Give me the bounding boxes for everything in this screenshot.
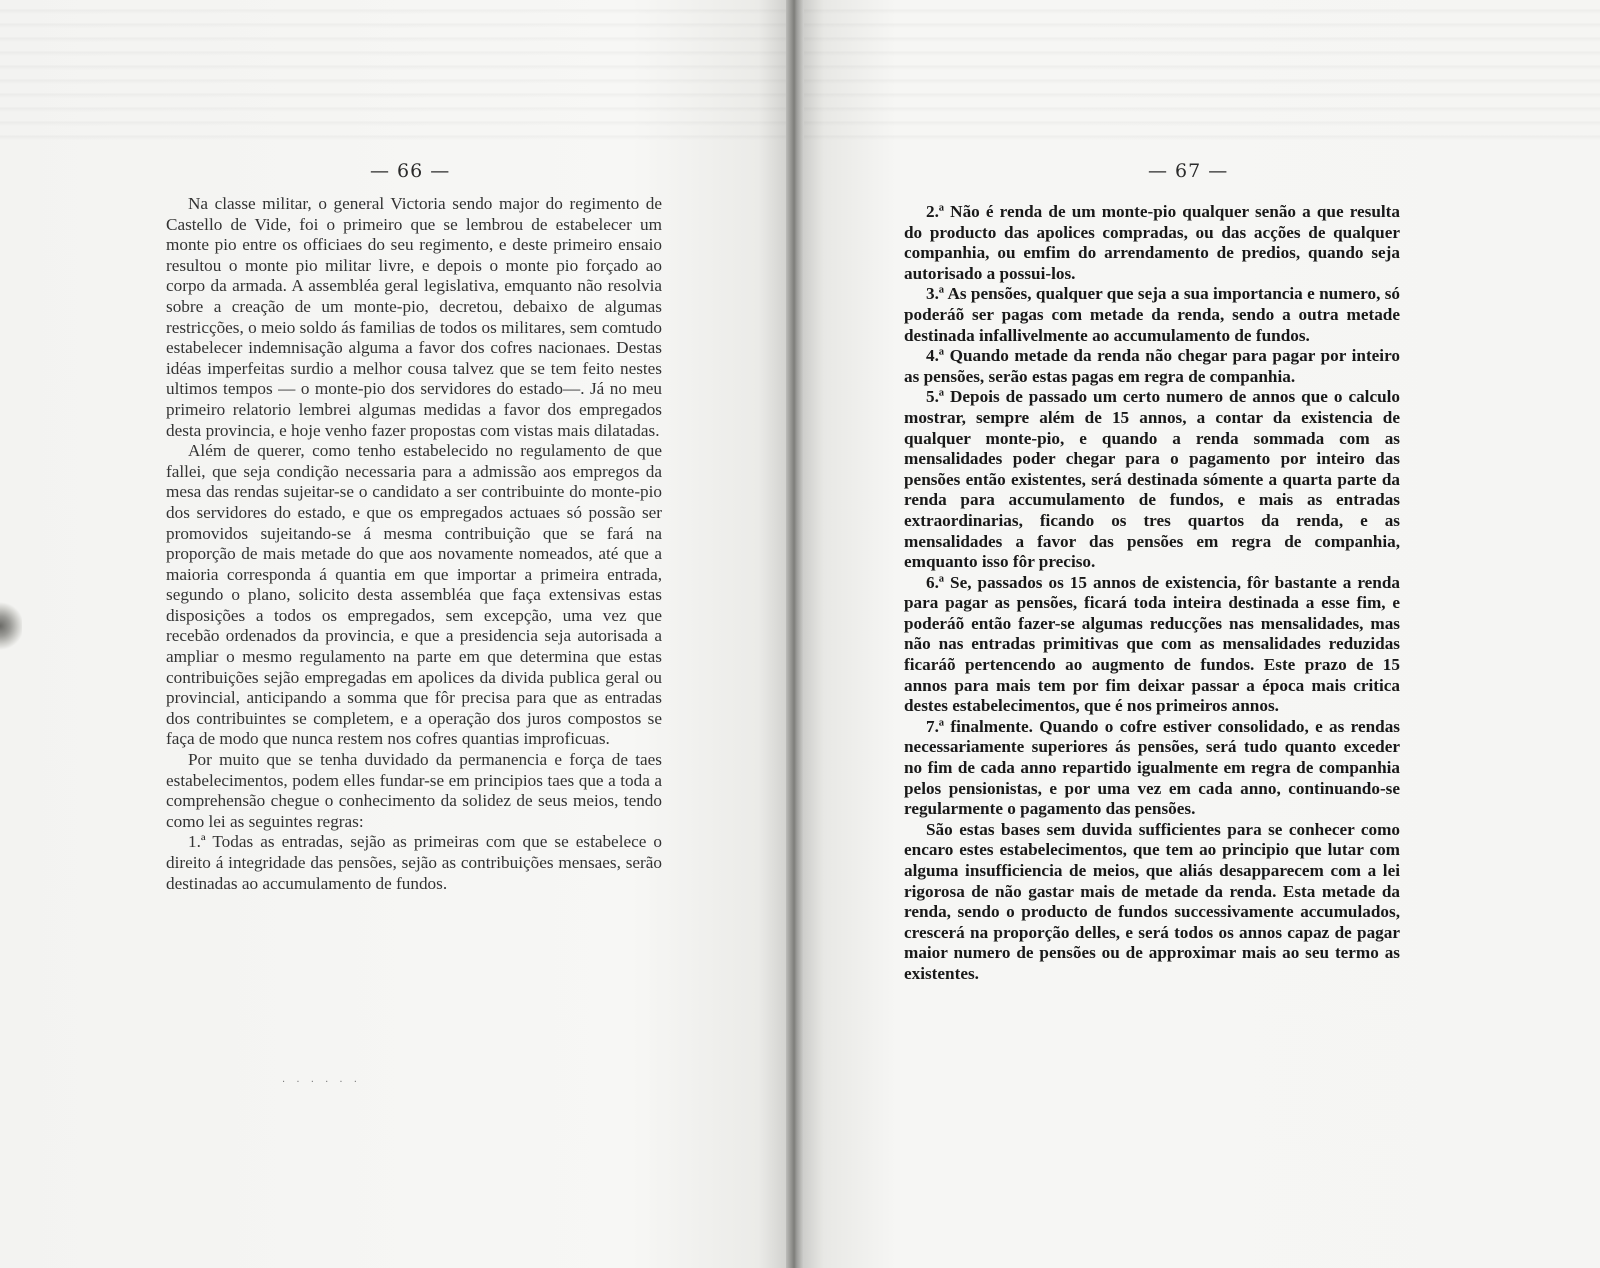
paragraph: 1.ª Todas as entradas, sejão as primeiras com que se estabelece o direito á integridade das pensões, sejão as contribuições mensaes, serão destinadas ao accumulamento de fundos. [166, 832, 662, 893]
bleed-through-shadow [800, 0, 1600, 140]
binding-hole-stain [0, 598, 22, 654]
paragraph: 2.ª Não é renda de um monte-pio qualquer senão a que resulta do producto das apolices compradas, ou das acções de qualquer companhia, ou emfim do arrendamento de predios, quando seja autorisado a possui-los. [904, 202, 1400, 283]
right-page [800, 0, 1600, 1268]
page-number-66: — 66 — [370, 160, 451, 182]
paragraph: 7.ª finalmente. Quando o cofre estiver consolidado, e as rendas necessariamente superiores ás pensões, será tudo quanto exceder no fim de cada anno repartido igualmente em regra de companhia pelos pensionistas, e por uma vez em cada anno, continuando-se regularmente o pagamento das pensões. [904, 716, 1400, 819]
bleed-through-shadow [0, 0, 790, 140]
paragraph: 4.ª Quando metade da renda não chegar para pagar por inteiro as pensões, serão estas pagas em regra de companhia. [904, 346, 1400, 386]
paragraph: 3.ª As pensões, qualquer que seja a sua importancia e numero, só poderáõ ser pagas com metade da renda, sendo a outra metade destinada infallivelmente ao accumulamento de fundos. [904, 284, 1400, 345]
left-page-body [166, 194, 662, 894]
paragraph: Além de querer, como tenho estabelecido no regulamento de que fallei, que seja condição necessaria para a admissão aos empregos da mesa das rendas sujeitar-se o candidato a ser contribuinte do monte-pio dos servidores do estado, e que os empregados actuaes só possão ser promovidos sujeitando-se á mesma contribuição que se fará na proporção de mais metade do que aos novamente nomeados, até que a maioria corresponda á quantia em que importar a primeira entrada, segundo o plano, solicito desta assembléa que faça extensivas estas disposições a todos os empregados, sem excepção, uma vez que recebão ordenados da provincia, e que a presidencia seja autorisada a ampliar o mesmo regulamento na parte em que determina que estas contribuições sejão empregadas em apolices da divida publica geral ou provincial, anticipando a somma que fôr precisa para que as entradas dos contribuintes se completem, e a operação dos juros compostos se faça de modo que nunca restem nos cofres quantias improficuas. [166, 441, 662, 749]
paragraph: 5.ª Depois de passado um certo numero de annos que o calculo mostrar, sempre além de 15 annos, a contar da existencia de qualquer monte-pio, e quando a renda sommada com as mensalidades poder chegar para o pagamento por inteiro das pensões então existentes, será destinada sómente a quarta parte da renda para accumulamento de fundos, e mais as entradas extraordinarias, ficando os tres quartos da renda, e as mensalidades a favor das pensões em regra de companhia, emquanto isso fôr preciso. [904, 387, 1400, 572]
paragraph: 6.ª Se, passados os 15 annos de existencia, fôr bastante a renda para pagar as pensões, ficará toda inteira destinada a esse fim, e poderáõ então fazer-se algumas reducções nas mensalidades, mas não nas entradas primitivas que com as mensalidades reduzidas ficaráõ pertencendo ao augmento de fundos. Este prazo de 15 annos para mais tem por fim deixar passar a época mais critica destes estabelecimentos, que é nos primeiros annos. [904, 572, 1400, 716]
paragraph: São estas bases sem duvida sufficientes para se conhecer como encaro estes estabelecimentos, que tem ao principio que lutar com alguma insufficiencia de meios, que aliás desapparecem com a lei rigorosa de não gastar mais de metade da renda. Esta metade da renda, sendo o producto de fundos successivamente accumulados, crescerá na proporção delles, e será todos os annos capaz de pagar maior numero de pensões ou de approximar mais ao seu termo as existentes. [904, 819, 1400, 983]
left-page [0, 0, 790, 1268]
paragraph: Na classe militar, o general Victoria sendo major do regimento de Castello de Vide, foi o primeiro que se lembrou de estabelecer um monte pio entre os officiaes do seu regimento, e deste primeiro ensaio resultou o monte pio militar livre, e depois o monte pio forçado ao corpo da armada. A assembléa geral legislativa, emquanto não resolvia sobre a creação de um monte-pio, decretou, debaixo de algumas restricções, o meio soldo ás familias de todos os militares, sem comtudo estabelecer indemnisação alguma a favor dos cofres nacionaes. Destas idéas imperfeitas surdio a melhor cousa talvez que se tem feito nestes ultimos tempos — o monte-pio dos servidores do estado—. Já no meu primeiro relatorio lembrei algumas medidas a favor dos empregados desta provincia, e hoje venho fazer propostas com vistas mais dilatadas. [166, 194, 662, 440]
right-page-body [904, 202, 1400, 985]
page-number-67: — 67 — [1148, 160, 1229, 182]
paragraph: Por muito que se tenha duvidado da permanencia e força de taes estabelecimentos, podem elles fundar-se em principios taes que a toda a comprehensão chegue o conhecimento da solidez de seus meios, tendo como lei as seguintes regras: [166, 750, 662, 831]
footer-dots: . . . . . . [282, 1074, 361, 1085]
book-gutter [786, 0, 804, 1268]
